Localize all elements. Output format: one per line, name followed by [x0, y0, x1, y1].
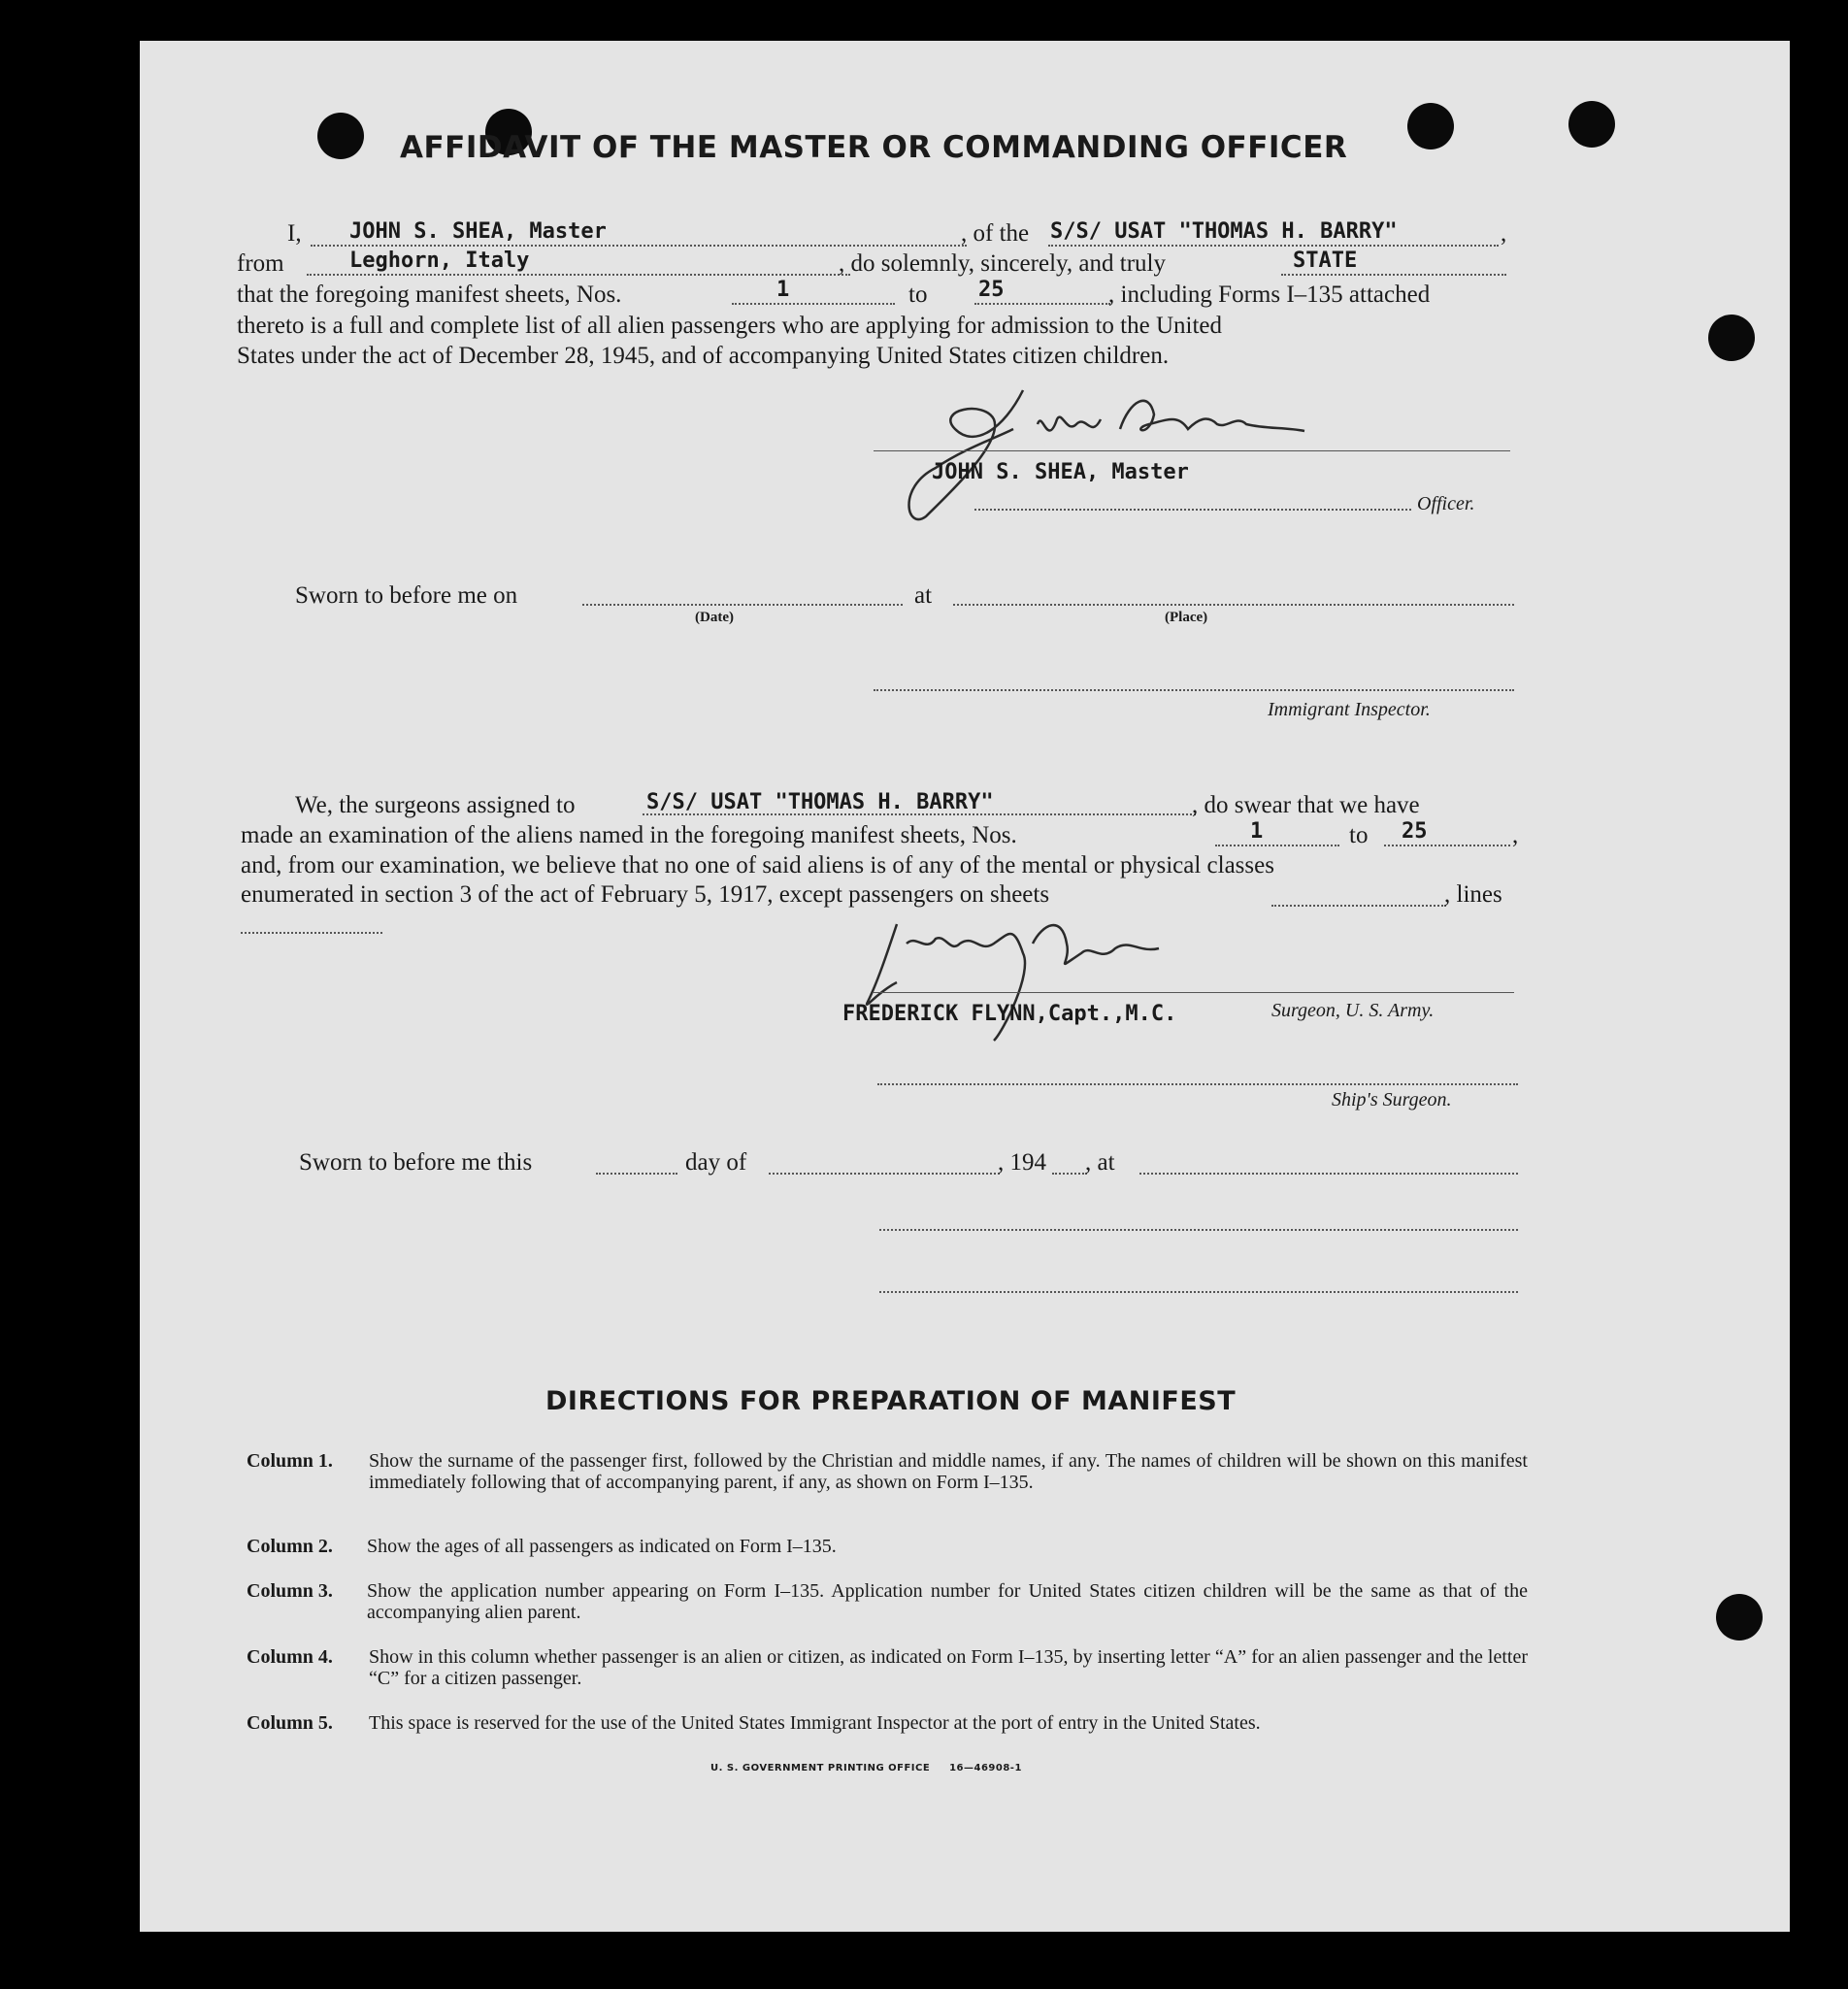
- year-line: [1052, 1173, 1087, 1175]
- i-label: I,: [287, 220, 302, 247]
- surgeons-ship: S/S/ USAT "THOMAS H. BARRY": [646, 790, 994, 814]
- column-instruction: Show in this column whether passenger is an alien or citizen, as indicated on Form I–135, by inserting letter “A” for an alien passenger and the letter “C” for a citizen passenger.: [369, 1646, 1528, 1689]
- sheet-to: 25: [978, 278, 1005, 302]
- paragraph-line: States under the act of December 28, 1945, and of accompanying United States citizen children.: [237, 343, 1170, 369]
- sworn-text: Sworn to before me on: [295, 582, 518, 609]
- made-text: made an examination of the aliens named in the foregoing manifest sheets, Nos.: [241, 822, 1017, 848]
- punch-hole: [1716, 1594, 1763, 1641]
- paragraph-line: enumerated in section 3 of the act of February 5, 1917, except passengers on sheets: [241, 881, 1050, 908]
- column-instruction: Show the surname of the passenger first, followed by the Christian and middle names, if any. The names of children will be shown on this manifest immediately following that of accompanying parent, if any, as shown on Form I–135.: [369, 1450, 1528, 1493]
- date-line: [582, 604, 903, 606]
- column-instruction: Show the ages of all passengers as indicated on Form I–135.: [367, 1536, 837, 1557]
- at-label: , at: [1085, 1149, 1115, 1176]
- dotted-line: [1271, 905, 1446, 907]
- column-label: Column 2.: [247, 1536, 333, 1557]
- ships-surgeon-caption: Ship's Surgeon.: [1332, 1089, 1452, 1111]
- sworn-this-text: Sworn to before me this: [299, 1149, 533, 1176]
- officer-caption: Officer.: [1417, 493, 1475, 514]
- surgeon-to-label: to: [1349, 822, 1369, 848]
- punch-hole: [1407, 103, 1454, 149]
- day-line: [596, 1173, 677, 1175]
- place-caption: (Place): [1165, 610, 1208, 625]
- surgeon-signer-name: FREDERICK FLYNN,Capt.,M.C.: [842, 1002, 1177, 1026]
- dotted-line: [732, 303, 895, 305]
- comma: ,: [1501, 220, 1507, 247]
- document-page: [140, 41, 1790, 1932]
- dotted-line: [1384, 845, 1510, 846]
- ship-name: S/S/ USAT "THOMAS H. BARRY": [1050, 219, 1398, 244]
- of-the-label: , of the: [961, 220, 1030, 247]
- surgeon-sheet-to: 25: [1402, 819, 1428, 844]
- swear-text: , do swear that we have: [1192, 792, 1420, 818]
- month-line: [769, 1173, 1000, 1175]
- to-label: to: [908, 282, 928, 308]
- day-of-label: day of: [685, 1149, 747, 1176]
- foregoing-text: that the foregoing manifest sheets, Nos.: [237, 282, 622, 308]
- place-line: [1139, 1173, 1518, 1175]
- master-signature: [858, 371, 1402, 536]
- paragraph-line: thereto is a full and complete list of all alien passengers who are applying for admission to the United: [237, 313, 1223, 339]
- paragraph-line: and, from our examination, we believe that no one of said aliens is of any of the mental or physical classes: [241, 852, 1274, 878]
- place-line: [953, 604, 1514, 606]
- year-label: , 194: [998, 1149, 1046, 1176]
- printing-office-footer: U. S. GOVERNMENT PRINTING OFFICE 16—46908-1: [710, 1763, 1022, 1774]
- dotted-line: [311, 245, 967, 247]
- master-signer-name: JOHN S. SHEA, Master: [932, 460, 1189, 484]
- inspector-line: [879, 1229, 1518, 1231]
- departure-port: Leghorn, Italy: [349, 249, 530, 273]
- directions-title: DIRECTIONS FOR PREPARATION OF MANIFEST: [545, 1386, 1237, 1416]
- dotted-line: [1281, 274, 1506, 276]
- surgeon-sheet-from: 1: [1250, 819, 1264, 844]
- dotted-line: [1048, 245, 1499, 247]
- army-caption: Surgeon, U. S. Army.: [1271, 1000, 1435, 1021]
- dotted-line: [241, 932, 382, 934]
- inspector-line: [874, 689, 1514, 691]
- dotted-line: [974, 303, 1110, 305]
- punch-hole: [1568, 101, 1615, 148]
- column-label: Column 3.: [247, 1580, 333, 1602]
- sheet-from: 1: [776, 278, 790, 302]
- affidavit-title: AFFIDAVIT OF THE MASTER OR COMMANDING OFFICER: [400, 130, 1348, 165]
- lines-label: , lines: [1444, 881, 1502, 908]
- from-label: from: [237, 250, 284, 277]
- including-text: , including Forms I–135 attached: [1108, 282, 1431, 308]
- column-label: Column 1.: [247, 1450, 333, 1472]
- dotted-line: [307, 274, 850, 276]
- column-instruction: Show the application number appearing on Form I–135. Application number for United States citizen children will be the same as that of the accompanying alien parent.: [367, 1580, 1528, 1623]
- column-label: Column 5.: [247, 1712, 333, 1734]
- ships-surgeon-line: [877, 1083, 1518, 1085]
- signature-line: [874, 450, 1510, 451]
- master-name: JOHN S. SHEA, Master: [349, 219, 607, 244]
- punch-hole: [317, 113, 364, 159]
- state-word: STATE: [1293, 249, 1358, 273]
- inspector-line: [879, 1291, 1518, 1293]
- surgeon-signature: [839, 895, 1246, 1050]
- inspector-caption: Immigrant Inspector.: [1268, 699, 1431, 720]
- solemnly-text: , do solemnly, sincerely, and truly: [839, 250, 1166, 277]
- signature-line: [874, 992, 1514, 993]
- at-label: at: [914, 582, 933, 609]
- punch-hole: [1708, 315, 1755, 361]
- comma: ,: [1512, 822, 1519, 848]
- column-label: Column 4.: [247, 1646, 333, 1668]
- date-caption: (Date): [695, 610, 734, 625]
- dotted-line: [974, 509, 1411, 511]
- surgeons-text: We, the surgeons assigned to: [295, 792, 576, 818]
- dotted-line: [1215, 845, 1339, 846]
- column-instruction: This space is reserved for the use of the United States Immigrant Inspector at the port of entry in the United States.: [369, 1712, 1261, 1734]
